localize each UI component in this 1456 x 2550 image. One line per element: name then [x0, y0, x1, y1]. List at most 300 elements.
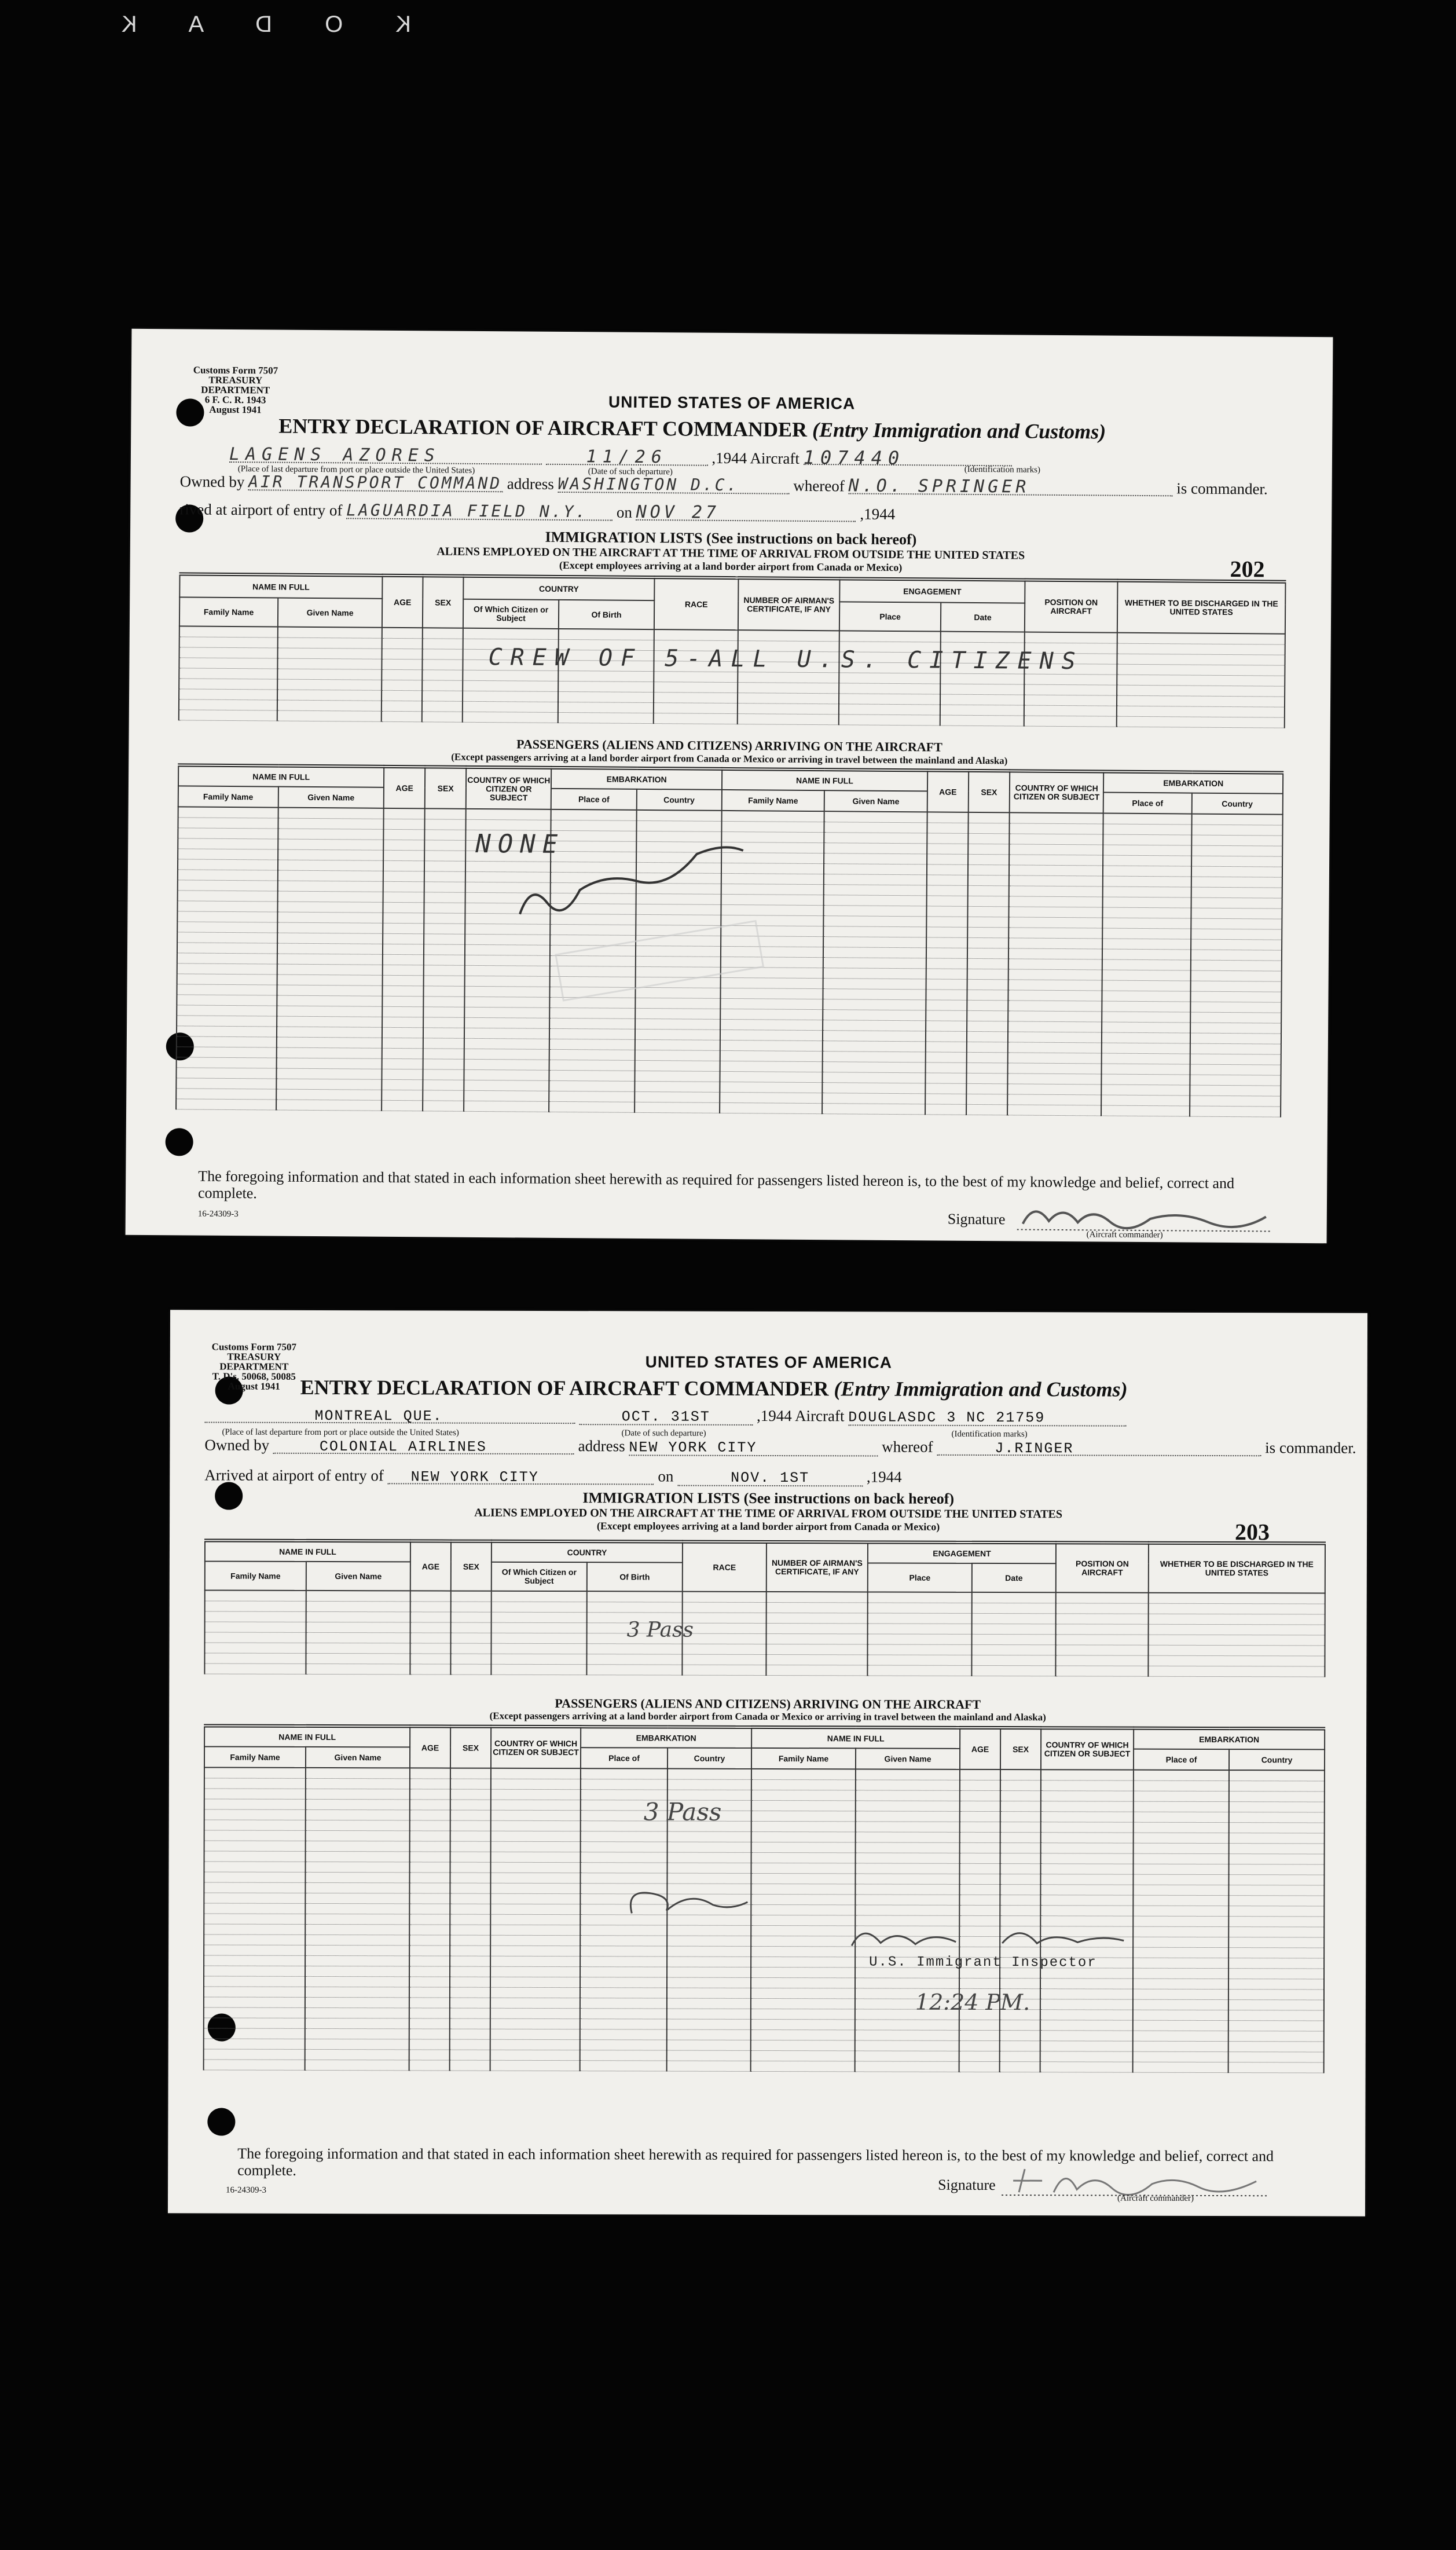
col-citizen-right: COUNTRY OF WHICH CITIZEN OR SUBJECT	[1010, 771, 1104, 813]
table-cell	[204, 1882, 305, 1893]
table-cell	[1041, 1833, 1134, 1843]
col-age: AGE	[410, 1726, 450, 1768]
table-cell	[464, 1090, 549, 1101]
table-cell	[410, 1862, 450, 1873]
table-cell	[720, 1061, 823, 1072]
signature-label: Signature	[938, 2176, 996, 2194]
table-cell	[1040, 1906, 1133, 1916]
col-group-name: NAME IN FULL	[178, 765, 384, 787]
col-given-name: Given Name	[278, 598, 382, 628]
col-group-name: NAME IN FULL	[179, 574, 382, 598]
table-cell	[720, 1009, 823, 1020]
table-cell	[1134, 1801, 1229, 1812]
table-cell	[1000, 1843, 1041, 1853]
table-cell	[959, 2030, 1000, 2040]
table-cell	[450, 1852, 491, 1862]
table-cell	[1008, 1053, 1102, 1064]
table-cell	[855, 2061, 959, 2072]
table-cell	[424, 934, 465, 944]
table-cell	[823, 1041, 926, 1052]
table-cell	[450, 1946, 490, 1956]
table-cell	[491, 1779, 581, 1789]
inspector-title: U.S. Immigrant Inspector	[869, 1954, 1097, 1971]
table-cell	[824, 853, 927, 864]
table-cell	[635, 1091, 720, 1102]
passenger-handwritten-note: NONE	[475, 829, 565, 860]
table-cell	[1009, 896, 1103, 907]
table-cell	[926, 1010, 967, 1021]
table-cell	[549, 1028, 635, 1039]
table-cell	[177, 1005, 277, 1016]
table-cell	[720, 977, 823, 988]
col-group-country: COUNTRY	[463, 576, 654, 600]
table-cell	[204, 1767, 306, 1778]
table-cell	[1008, 969, 1102, 980]
col-date: Date	[972, 1563, 1056, 1592]
table-cell	[204, 1935, 305, 1945]
table-cell	[176, 1068, 276, 1079]
table-cell	[751, 1800, 856, 1811]
table-cell	[1190, 981, 1282, 992]
table-cell	[751, 1925, 855, 1936]
table-cell	[1228, 1990, 1324, 2000]
table-cell	[1041, 1769, 1134, 1780]
table-cell	[1102, 949, 1190, 960]
table-cell	[410, 1810, 450, 1820]
table-cell	[824, 811, 927, 823]
table-cell	[855, 1874, 959, 1884]
table-cell	[1190, 1096, 1281, 1107]
table-cell	[204, 1820, 306, 1830]
table-cell	[1000, 1780, 1041, 1791]
table-cell	[1040, 2051, 1133, 2062]
table-cell	[968, 844, 1009, 854]
table-cell	[178, 807, 278, 818]
table-cell	[424, 996, 465, 1007]
table-cell	[278, 829, 384, 840]
table-cell	[751, 1957, 855, 1967]
col-citizen: COUNTRY OF WHICH CITIZEN OR SUBJECT	[466, 767, 552, 809]
form-title: ENTRY DECLARATION OF AIRCRAFT COMMANDER (Entry Immigration and Customs)	[300, 1375, 1128, 1401]
table-cell	[823, 968, 926, 979]
table-cell	[383, 860, 424, 871]
col-group-engagement: ENGAGEMENT	[868, 1542, 1056, 1563]
table-cell	[204, 1841, 306, 1851]
table-cell	[1190, 1064, 1281, 1075]
table-cell	[969, 812, 1010, 823]
table-cell	[1000, 1895, 1040, 1906]
col-group-name-right: NAME IN FULL	[722, 769, 927, 791]
table-cell	[410, 1779, 450, 1789]
table-cell	[581, 1852, 668, 1863]
table-cell	[967, 917, 1008, 927]
table-cell	[635, 1039, 720, 1050]
col-place: Place	[868, 1563, 972, 1592]
table-cell	[1102, 1012, 1190, 1023]
table-cell	[635, 1029, 720, 1040]
subcaption-ident: (Identification marks)	[951, 1429, 1028, 1439]
table-cell	[959, 1895, 1000, 1905]
table-cell	[306, 1830, 410, 1841]
passengers-heading: PASSENGERS (ALIENS AND CITIZENS) ARRIVING ON THE AIRCRAFT	[516, 737, 942, 754]
table-cell	[410, 1800, 450, 1810]
table-cell	[177, 1016, 277, 1027]
table-cell	[967, 1062, 1008, 1073]
table-cell	[410, 1820, 450, 1831]
table-cell	[177, 974, 277, 985]
table-cell	[966, 1094, 1007, 1104]
col-group-name: NAME IN FULL	[204, 1725, 410, 1747]
table-cell	[204, 1789, 306, 1799]
table-cell	[856, 1769, 960, 1780]
entry-declaration-form-2	[168, 1310, 1367, 2216]
table-cell	[856, 1780, 960, 1790]
col-embark-country-right: Country	[1229, 1749, 1325, 1770]
table-cell	[450, 1977, 490, 1987]
table-cell	[306, 1778, 410, 1789]
table-cell	[382, 1069, 423, 1079]
table-cell	[423, 1069, 464, 1080]
table-cell	[926, 1021, 967, 1031]
table-cell	[1190, 1012, 1282, 1023]
table-cell	[1009, 855, 1103, 866]
table-cell	[1009, 844, 1103, 855]
table-cell	[306, 1851, 410, 1862]
col-age: AGE	[382, 576, 423, 628]
table-cell	[178, 880, 278, 891]
table-cell	[1133, 1874, 1228, 1885]
table-cell	[306, 1809, 410, 1820]
table-cell	[383, 923, 424, 933]
col-group-embarkation-right: EMBARKATION	[1134, 1728, 1325, 1750]
table-cell	[425, 830, 466, 840]
table-cell	[668, 1863, 751, 1873]
table-cell	[720, 1092, 823, 1103]
table-cell	[968, 875, 1009, 885]
table-cell	[177, 963, 277, 974]
table-cell	[824, 822, 927, 833]
col-given-name: Given Name	[306, 1747, 410, 1768]
table-cell	[423, 1101, 464, 1111]
table-cell	[1229, 1864, 1325, 1875]
table-cell	[1133, 2031, 1228, 2041]
table-cell	[1040, 2041, 1133, 2051]
col-certificate: NUMBER OF AIRMAN'S CERTIFICATE, IF ANY	[738, 578, 840, 631]
table-cell	[1228, 2000, 1324, 2010]
table-cell	[1191, 908, 1282, 919]
table-cell	[276, 1047, 382, 1058]
col-citizen: COUNTRY OF WHICH CITIZEN OR SUBJECT	[491, 1727, 581, 1768]
table-cell	[856, 1790, 960, 1801]
table-cell	[204, 1778, 306, 1789]
table-cell	[1041, 1853, 1134, 1864]
table-cell	[1228, 1979, 1324, 1990]
table-cell	[967, 1021, 1008, 1031]
table-cell	[383, 954, 424, 965]
table-cell	[491, 1800, 581, 1810]
table-cell	[177, 984, 277, 995]
col-embark-country: Country	[636, 789, 721, 811]
passengers-subheading: (Except passengers arriving at a land border airport from Canada or Mexico or arriving in travel between the mainland and Alaska)	[451, 751, 1008, 767]
table-cell	[635, 1008, 720, 1019]
table-cell	[277, 860, 383, 871]
table-cell	[1133, 1968, 1228, 1979]
table-cell	[204, 1976, 305, 1987]
table-cell	[1134, 1864, 1229, 1874]
signature-scrawl	[1017, 1197, 1272, 1234]
table-cell	[204, 2018, 305, 2028]
table-cell	[855, 2030, 959, 2040]
col-age-right: AGE	[927, 770, 969, 812]
table-cell	[204, 2060, 305, 2070]
table-cell	[276, 1079, 382, 1090]
table-cell	[450, 2050, 490, 2060]
certification-text: The foregoing information and that stated in each information sheet herewith as required for passengers listed hereon is, to the best of my knowledge and belief, correct and complete.	[197, 1167, 1235, 1202]
table-cell	[382, 1006, 423, 1017]
table-cell	[1190, 991, 1282, 1002]
subcaption-date: (Date of such departure)	[588, 467, 673, 477]
table-cell	[1102, 959, 1190, 970]
table-cell	[305, 2039, 409, 2049]
table-cell	[464, 1069, 549, 1080]
table-cell	[636, 904, 721, 915]
table-cell	[967, 1052, 1008, 1062]
table-cell	[424, 913, 465, 924]
table-cell	[204, 1914, 305, 1924]
table-cell	[751, 1946, 855, 1957]
table-cell	[926, 958, 967, 969]
table-cell	[823, 1093, 926, 1104]
table-cell	[204, 1903, 305, 1914]
table-cell	[277, 891, 383, 902]
table-cell	[926, 906, 967, 917]
table-cell	[306, 1799, 410, 1809]
table-cell	[490, 2008, 580, 2018]
table-cell	[424, 840, 465, 851]
table-cell	[968, 864, 1009, 875]
table-cell	[382, 1090, 423, 1100]
form-identifier: Customs Form 7507 TREASURY DEPARTMENT 6 F. C. R. 1943 August 1941	[193, 364, 278, 416]
table-cell	[1133, 1906, 1228, 1916]
table-cell	[409, 2018, 450, 2029]
table-cell	[178, 849, 278, 860]
table-cell	[580, 1977, 667, 1988]
table-cell	[383, 965, 424, 975]
table-cell	[1041, 1822, 1134, 1833]
departure-line: MONTREAL QUE. OCT. 31ST ,1944 Aircraft DOUGLASDC 3 NC 21759	[205, 1405, 1127, 1426]
table-cell	[1134, 1770, 1229, 1781]
table-cell	[1191, 918, 1282, 929]
table-cell	[1103, 907, 1191, 918]
inspector-signature-scrawl	[846, 1919, 1135, 1955]
table-cell	[1008, 917, 1102, 928]
table-cell	[490, 2018, 580, 2029]
table-cell	[176, 1089, 276, 1100]
table-cell	[305, 1882, 409, 1893]
table-cell	[1134, 1791, 1229, 1801]
table-cell	[1010, 812, 1104, 824]
table-cell	[960, 1863, 1000, 1874]
table-cell	[204, 1862, 306, 1872]
col-race: RACE	[683, 1542, 766, 1592]
table-cell	[465, 934, 550, 945]
table-cell	[424, 861, 465, 871]
table-cell	[1103, 918, 1191, 929]
table-cell	[960, 1801, 1000, 1811]
table-cell	[581, 1831, 668, 1842]
table-cell	[409, 1998, 450, 2008]
table-cell	[967, 927, 1008, 937]
table-cell	[305, 1903, 409, 1914]
table-cell	[1191, 877, 1282, 888]
col-sex: SEX	[450, 1727, 491, 1768]
col-group-engagement: ENGAGEMENT	[839, 578, 1025, 603]
table-cell	[177, 1047, 277, 1058]
table-cell	[490, 1873, 580, 1883]
table-cell	[967, 1000, 1008, 1010]
table-cell	[823, 989, 926, 1000]
table-cell	[967, 979, 1008, 990]
table-cell	[277, 995, 383, 1006]
table-cell	[751, 2050, 855, 2061]
table-cell	[1009, 823, 1103, 834]
table-cell	[1008, 990, 1102, 1001]
table-cell	[549, 1039, 635, 1050]
table-cell	[384, 819, 425, 829]
table-cell	[967, 990, 1008, 1000]
table-cell	[667, 1967, 751, 1977]
col-family-name: Family Name	[179, 597, 278, 626]
subcaption-place: (Place of last departure from port or place outside the United States)	[222, 1427, 459, 1438]
table-cell	[383, 840, 424, 850]
table-cell	[1229, 1812, 1325, 1823]
table-cell	[383, 996, 424, 1006]
table-cell	[667, 1977, 751, 1988]
table-cell	[1103, 866, 1191, 877]
table-cell	[1041, 1791, 1134, 1801]
table-cell	[926, 937, 967, 948]
table-cell	[667, 2029, 751, 2040]
table-cell	[1229, 1791, 1325, 1802]
table-cell	[1102, 939, 1190, 950]
table-cell	[383, 881, 424, 892]
table-cell	[1007, 1084, 1101, 1095]
table-cell	[959, 2020, 1000, 2030]
table-cell	[823, 1072, 926, 1083]
signature-subcaption: (Aircraft commander)	[1086, 1230, 1163, 1240]
table-row	[204, 2060, 1324, 2073]
table-cell	[1103, 845, 1191, 856]
table-cell	[1007, 1094, 1101, 1105]
col-embark-place: Place of	[551, 789, 636, 810]
table-cell	[959, 2051, 1000, 2061]
table-cell	[1000, 1769, 1041, 1780]
table-cell	[276, 1037, 382, 1048]
table-cell	[177, 953, 277, 964]
table-cell	[667, 2050, 751, 2061]
table-cell	[450, 1956, 490, 1966]
table-cell	[751, 1884, 855, 1894]
table-cell	[1133, 2041, 1228, 2051]
table-cell	[409, 1914, 450, 1925]
table-cell	[1228, 2010, 1324, 2021]
table-cell	[1040, 1999, 1133, 2010]
table-cell	[305, 2018, 409, 2028]
table-cell	[823, 1010, 926, 1021]
table-cell	[960, 1780, 1000, 1790]
table-cell	[823, 1083, 926, 1094]
table-cell	[1191, 929, 1282, 940]
col-given-name: Given Name	[306, 1562, 410, 1591]
table-cell	[450, 1831, 491, 1841]
table-cell	[926, 948, 967, 958]
table-cell	[549, 1101, 634, 1112]
crew-handwritten-note: 3 Pass	[626, 1618, 694, 1642]
table-cell	[580, 2061, 667, 2071]
table-cell	[423, 1090, 464, 1101]
col-group-embarkation: EMBARKATION	[551, 768, 722, 790]
table-cell	[450, 1893, 490, 1904]
table-cell	[925, 1083, 966, 1094]
table-cell	[1228, 2042, 1324, 2052]
table-cell	[1229, 1854, 1325, 1864]
table-cell	[1008, 1063, 1102, 1074]
table-cell	[177, 922, 277, 933]
table-cell	[465, 955, 550, 966]
col-group-embarkation-right: EMBARKATION	[1103, 772, 1283, 794]
aliens-heading: ALIENS EMPLOYED ON THE AIRCRAFT AT THE TIME OF ARRIVAL FROM OUTSIDE THE UNITED STATES	[437, 545, 1025, 562]
table-cell	[1103, 855, 1191, 866]
col-sex-right: SEX	[1000, 1728, 1041, 1769]
table-cell	[409, 1925, 450, 1935]
table-cell	[580, 1936, 667, 1946]
table-cell	[823, 947, 926, 958]
table-cell	[926, 896, 967, 906]
table-cell	[824, 874, 927, 885]
table-cell	[751, 1936, 855, 1946]
table-cell	[856, 1842, 960, 1853]
table-cell	[384, 829, 425, 840]
table-cell	[751, 2061, 855, 2071]
table-cell	[1133, 1999, 1228, 2010]
table-cell	[277, 954, 383, 965]
passenger-handwritten-note: 3 Pass	[643, 1797, 722, 1826]
table-cell	[551, 924, 636, 935]
table-cell	[926, 979, 967, 990]
table-cell	[382, 1017, 423, 1027]
table-cell	[490, 1987, 580, 1998]
table-cell	[751, 1904, 855, 1915]
table-cell	[1041, 1780, 1134, 1791]
table-cell	[277, 985, 383, 996]
table-cell	[720, 1082, 823, 1093]
table-cell	[1102, 1043, 1190, 1054]
table-cell	[423, 1080, 464, 1090]
arrival-line: rived at airport of entry of LAGUARDIA FIELD N.Y. on NOV 27 ,1944	[179, 500, 896, 523]
table-cell	[464, 1007, 549, 1018]
table-cell	[721, 821, 824, 832]
table-cell	[490, 1925, 580, 1935]
table-cell	[306, 1789, 410, 1799]
table-cell	[1000, 1885, 1040, 1895]
table-cell	[424, 955, 465, 965]
table-cell	[1133, 1895, 1228, 1906]
table-cell	[720, 1071, 823, 1082]
crew-table	[204, 1538, 1326, 1677]
table-cell	[926, 1031, 967, 1042]
table-cell	[1229, 1781, 1325, 1791]
table-cell	[277, 964, 383, 975]
